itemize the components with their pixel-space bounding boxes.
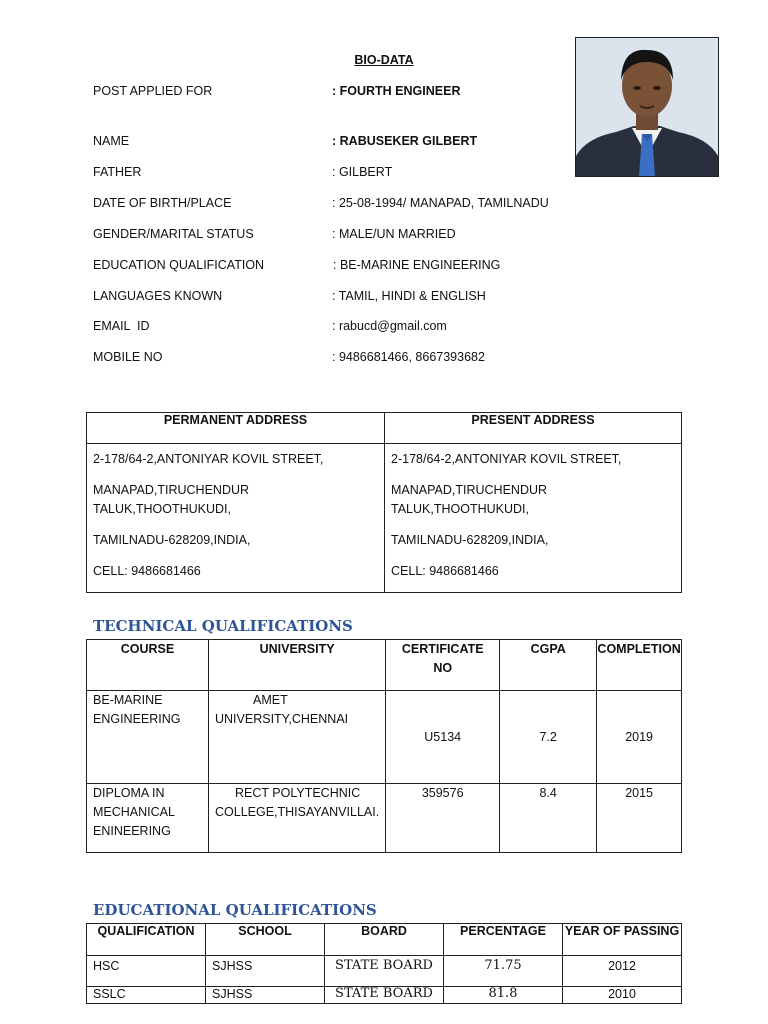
col-percentage: PERCENTAGE	[444, 924, 563, 956]
table-row	[87, 987, 682, 1004]
address-line: TALUK,THOOTHUKUDI,	[391, 502, 529, 516]
name-label: NAME	[93, 134, 130, 148]
board-cell: STATE BOARD	[325, 956, 444, 987]
address-line: 2-178/64-2,ANTONIYAR KOVIL STREET,	[391, 452, 622, 466]
course-cell: DIPLOMA IN MECHANICAL ENINEERING	[87, 784, 209, 853]
profile-photo	[575, 37, 719, 177]
email-label: EMAIL ID	[93, 319, 150, 333]
address-line: TAMILNADU-628209,INDIA,	[93, 533, 251, 547]
col-year: YEAR OF PASSING	[563, 924, 682, 956]
post-label: POST APPLIED FOR	[93, 84, 213, 98]
col-board: BOARD	[325, 924, 444, 956]
cgpa-cell: 8.4	[500, 784, 597, 853]
father-label: FATHER	[93, 165, 142, 179]
technical-heading: TECHNICAL QUALIFICATIONS	[93, 617, 353, 635]
address-line: MANAPAD,TIRUCHENDUR	[391, 483, 548, 497]
address-line: CELL: 9486681466	[391, 564, 499, 578]
percentage-cell: 71.75	[444, 956, 563, 987]
person-portrait-icon	[576, 38, 718, 176]
address-line: MANAPAD,TIRUCHENDUR	[93, 483, 250, 497]
present-address	[385, 444, 682, 593]
address-line: 2-178/64-2,ANTONIYAR KOVIL STREET,	[93, 452, 324, 466]
board-cell: STATE BOARD	[325, 987, 444, 1004]
address-line: CELL: 9486681466	[93, 564, 201, 578]
address-line: TAMILNADU-628209,INDIA,	[391, 533, 549, 547]
school-cell: SJHSS	[206, 956, 325, 987]
permanent-address	[87, 444, 385, 593]
certificate-cell: U5134	[386, 691, 500, 784]
table-row	[87, 784, 682, 853]
name-value: : RABUSEKER GILBERT	[332, 134, 478, 148]
col-cgpa: CGPA	[500, 640, 597, 691]
table-row	[87, 956, 682, 987]
father-value: : GILBERT	[332, 165, 393, 179]
completion-cell: 2015	[597, 784, 682, 853]
address-line: TALUK,THOOTHUKUDI,	[93, 502, 231, 516]
course-cell: BE-MARINE ENGINEERING	[87, 691, 209, 784]
education-value: : BE-MARINE ENGINEERING	[333, 258, 501, 272]
completion-cell: 2019	[597, 691, 682, 784]
percentage-cell: 81.8	[444, 987, 563, 1004]
document-title: BIO-DATA	[354, 53, 414, 67]
col-completion: COMPLETION	[597, 640, 682, 691]
col-school: SCHOOL	[206, 924, 325, 956]
certificate-cell: 359576	[386, 784, 500, 853]
email-value: : rabucd@gmail.com	[332, 319, 447, 333]
col-qualification: QUALIFICATION	[87, 924, 206, 956]
col-course: COURSE	[87, 640, 209, 691]
university-cell: AMET UNIVERSITY,CHENNAI	[209, 691, 386, 784]
table-row	[87, 691, 682, 784]
gender-label: GENDER/MARITAL STATUS	[93, 227, 254, 241]
year-cell: 2012	[563, 956, 682, 987]
dob-label: DATE OF BIRTH/PLACE	[93, 196, 232, 210]
col-certificate: CERTIFICATE NO	[386, 640, 500, 691]
mobile-value: : 9486681466, 8667393682	[332, 350, 485, 364]
university-cell: RECT POLYTECHNIC COLLEGE,THISAYANVILLAI.	[209, 784, 386, 853]
technical-table	[86, 639, 682, 853]
languages-label: LANGUAGES KNOWN	[93, 289, 223, 303]
qualification-cell: SSLC	[87, 987, 206, 1004]
school-cell: SJHSS	[206, 987, 325, 1004]
languages-value: : TAMIL, HINDI & ENGLISH	[332, 289, 486, 303]
present-address-header: PRESENT ADDRESS	[385, 413, 682, 444]
permanent-address-header: PERMANENT ADDRESS	[87, 413, 385, 444]
gender-value: : MALE/UN MARRIED	[332, 227, 456, 241]
cgpa-cell: 7.2	[500, 691, 597, 784]
year-cell: 2010	[563, 987, 682, 1004]
educational-heading: EDUCATIONAL QUALIFICATIONS	[93, 901, 377, 919]
col-university: UNIVERSITY	[209, 640, 386, 691]
mobile-label: MOBILE NO	[93, 350, 163, 364]
dob-value: : 25-08-1994/ MANAPAD, TAMILNADU	[332, 196, 549, 210]
education-label: EDUCATION QUALIFICATION	[93, 258, 265, 272]
qualification-cell: HSC	[87, 956, 206, 987]
post-value: : FOURTH ENGINEER	[332, 84, 461, 98]
address-table	[86, 412, 682, 593]
educational-table	[86, 923, 682, 1004]
